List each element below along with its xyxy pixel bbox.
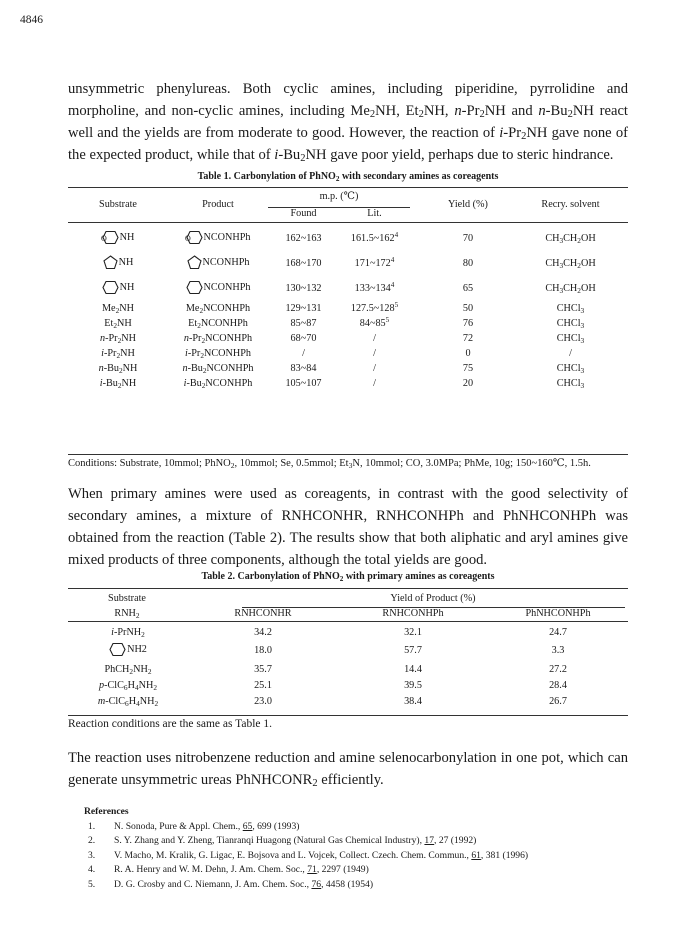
references	[84, 805, 648, 892]
table2-top-rule	[68, 588, 628, 589]
morpholine-ring-icon: O NCONHPh	[184, 231, 251, 243]
table-row	[68, 624, 628, 640]
found-cell: 162~163	[285, 233, 322, 244]
table-row	[68, 376, 628, 391]
t1-h-substrate: Substrate	[99, 199, 137, 210]
table2-caption: Table 2. Carbonylation of PhNO$_2$ with primary amines as coreagents	[201, 571, 495, 583]
table-row	[68, 316, 628, 331]
yield-cell: 65	[462, 283, 474, 294]
lit-cell: /	[373, 378, 376, 389]
references-title: References	[84, 806, 129, 817]
paragraph-3	[68, 747, 628, 791]
rnhconhph-cell: 38.4	[404, 695, 422, 707]
spacer-cell	[410, 331, 423, 346]
yield-cell: 50	[462, 303, 474, 314]
reference-text: S. Y. Zhang and Y. Zheng, Tianranqi Huagong (Natural Gas Chemical Industry), 17, 27 (1992)	[114, 835, 477, 846]
spacer-cell	[410, 346, 423, 361]
paragraph-2-text: When primary amines were used as coreagents, in contrast with the good selectivity of secondary amines, a mixture of RNHCONHR, RNHCONHPh and PhNHCONHPh was obtained from the reaction (Table 2). The results show that both aliphatic and aryl amines give mixed products of three components, although the total yields are good.	[68, 486, 628, 568]
lit-cell: /	[373, 333, 376, 344]
table1-body	[68, 226, 628, 391]
reference-item	[88, 849, 648, 864]
substrate-cell: $i-Bu_2NH$	[99, 378, 137, 390]
found-cell: 68~70	[290, 333, 317, 344]
reference-number: 3.	[88, 849, 96, 861]
found-cell: 168~170	[285, 258, 322, 269]
t1-h-product: Product	[202, 199, 234, 210]
table-row	[68, 301, 628, 316]
substrate-cell: $n-Pr_2NH$	[100, 333, 136, 345]
rnhconhr-cell: 25.1	[254, 679, 272, 691]
solvent-cell: CHCl$_3$	[556, 363, 585, 375]
spacer-cell	[410, 361, 423, 376]
table2-bottom-rule	[68, 715, 628, 716]
rnhconhr-cell: 34.2	[254, 626, 272, 638]
yield-cell: 76	[462, 318, 474, 329]
found-cell: 83~84	[290, 363, 317, 374]
found-cell: 105~107	[285, 378, 322, 389]
lit-cell: $133\sim 134^4$	[354, 281, 395, 294]
reference-item	[88, 834, 648, 849]
piperidine-ring-icon: NCONHPh	[186, 280, 251, 295]
solvent-cell: $CH_3CH_2OH$	[545, 258, 596, 270]
pyrrolidine-ring-icon: NCONHPh	[187, 255, 250, 270]
found-cell: 130~132	[285, 283, 322, 294]
solvent-cell: CHCl$_3$	[556, 333, 585, 345]
product-cell: $Et_2NCONHPh$	[188, 318, 248, 330]
lit-cell: $84\sim 85^5$	[359, 316, 390, 329]
table-row	[68, 346, 628, 361]
spacer-cell	[410, 226, 423, 251]
yield-cell: 70	[462, 233, 474, 244]
cyclohexyl-ring-icon: NH2	[109, 642, 147, 657]
table1-top-rule	[68, 187, 628, 188]
reference-number: 1.	[88, 820, 96, 832]
product-cell: $n-Pr_2NCONHPh$	[183, 333, 253, 345]
table1-header	[68, 190, 628, 222]
t2-h-yield-group: Yield of Product (%)	[390, 593, 476, 604]
t2-h-rnh2: $RNH_2$	[114, 608, 140, 620]
t2-h-c1: RNHCONHR	[234, 608, 292, 619]
spacer-cell	[410, 251, 423, 276]
phnhconhph-cell: 28.4	[549, 679, 567, 691]
lit-cell: /	[373, 348, 376, 359]
morpholine-ring-icon: O NH	[100, 231, 135, 243]
solvent-cell: $CH_3CH_2OH$	[545, 233, 596, 245]
paragraph-1	[68, 78, 628, 166]
lit-cell: $127.5\sim 128^5$	[350, 301, 399, 314]
table2-note: Reaction conditions are the same as Table 1.	[68, 718, 273, 730]
reference-item	[88, 863, 648, 878]
rnhconhph-cell: 39.5	[404, 679, 422, 691]
product-cell: $i-Pr_2NCONHPh$	[185, 348, 251, 360]
lit-cell: $171\sim 172^4$	[354, 256, 395, 269]
reference-number: 2.	[88, 835, 96, 846]
table1-bottom-rule	[68, 454, 628, 455]
t1-h-yield: Yield (%)	[448, 199, 488, 210]
paragraph-3-text: The reaction uses nitrobenzene reduction and amine selenocarbonylation in one pot, which can generate unsymmetric ureas PhNHCONR$_2$ efficiently.	[68, 750, 628, 789]
found-cell: /	[302, 348, 305, 359]
phnhconhph-cell: 24.7	[549, 626, 567, 638]
solvent-cell: CHCl$_3$	[556, 303, 585, 315]
yield-cell: 72	[462, 333, 474, 344]
substrate-cell: $i-Pr_2NH$	[101, 348, 135, 360]
rnhconhr-cell: 35.7	[254, 663, 272, 675]
solvent-cell: CHCl$_3$	[556, 378, 585, 390]
piperidine-ring-icon: NH	[102, 280, 135, 295]
product-cell	[168, 276, 268, 301]
reference-item	[88, 878, 648, 893]
substrate-cell	[68, 276, 168, 301]
t1-h-found: Found	[290, 208, 317, 219]
phnhconhph-cell: 27.2	[549, 663, 567, 675]
rnh2-cell: $m-ClC_6H_4NH_2$	[97, 695, 159, 708]
substrate-cell: $n-Bu_2NH$	[98, 363, 138, 375]
reference-number: 4.	[88, 864, 96, 875]
table1-head-rule	[68, 222, 628, 223]
svg-text:O: O	[100, 233, 107, 243]
paragraph-1-text: unsymmetric phenylureas. Both cyclic amines, including piperidine, pyrrolidine and morpholine, and non-cyclic amines, including $Me_2NH$, $Et_2NH$, $n-Pr_2NH$ and $n-Bu_2NH$ react well and the yields are from moderate to good. However, the reaction of $i-Pr_2NH$ gave none of the expected product, while that of $i-Bu_2NH$ gave poor yield, perhaps due to steric hindrance.	[68, 81, 628, 164]
yield-cell: 80	[462, 258, 474, 269]
t1-h-solvent: Recry. solvent	[541, 199, 600, 210]
rnhconhph-cell: 32.1	[404, 626, 422, 638]
rnhconhph-cell: 57.7	[404, 645, 422, 656]
table-row	[68, 331, 628, 346]
reference-number: 5.	[88, 878, 96, 890]
t2-h-substrate: Substrate	[108, 593, 146, 604]
table-row	[68, 677, 628, 693]
rnh2-cell: i-PrNH$_2$	[111, 626, 145, 639]
pyrrolidine-ring-icon: NH	[103, 255, 134, 270]
table1-caption: Table 1. Carbonylation of PhNO$_2$ with secondary amines as coreagents	[197, 171, 499, 183]
rnhconhr-cell: 18.0	[254, 645, 272, 656]
reference-text: D. G. Crosby and C. Niemann, J. Am. Chem. Soc., 76, 4458 (1954)	[114, 878, 374, 890]
table-row	[68, 226, 628, 251]
yield-cell: 75	[462, 363, 474, 374]
product-cell	[168, 251, 268, 276]
rnhconhph-cell: 14.4	[404, 663, 422, 675]
product-cell	[168, 226, 268, 251]
spacer-cell	[410, 301, 423, 316]
product-cell: $i-Bu_2NCONHPh$	[183, 378, 253, 390]
table-row	[68, 276, 628, 301]
svg-text:O: O	[184, 233, 191, 243]
table1-conditions: Conditions: Substrate, 10mmol; PhNO$_2$, 10mmol; Se, 0.5mmol; $Et_3N$, 10mmol; CO, 3.0MPa; PhMe, 10g; 150~160℃, 1.5h.	[68, 458, 591, 470]
table2-header	[68, 590, 628, 622]
table-row	[68, 251, 628, 276]
product-cell: $Me_2NCONHPh$	[185, 303, 251, 315]
spacer-cell	[410, 316, 423, 331]
rnh2-cell: $PhCH_2NH_2$	[104, 663, 152, 676]
solvent-cell: $CH_3CH_2OH$	[545, 283, 596, 295]
paragraph-2	[68, 483, 628, 571]
t1-h-lit: Lit.	[367, 208, 382, 219]
table-row	[68, 661, 628, 677]
substrate-cell	[68, 251, 168, 276]
reference-text: V. Macho, M. Kralik, G. Ligac, E. Bojsova and L. Vojcek, Collect. Czech. Chem. Commun., 61, 381 (1996)	[114, 849, 529, 861]
found-cell: 129~131	[285, 303, 322, 314]
spacer-cell	[410, 376, 423, 391]
table2-body	[68, 624, 628, 709]
lit-cell: /	[373, 363, 376, 374]
table-row	[68, 693, 628, 709]
substrate-cell: $Me_2NH$	[102, 303, 134, 315]
spacer-cell	[410, 276, 423, 301]
reference-item	[88, 820, 648, 835]
page-number: 4846	[20, 14, 43, 26]
table-row	[68, 640, 628, 661]
solvent-cell: /	[569, 348, 572, 359]
product-cell: $n-Bu_2NCONHPh$	[182, 363, 254, 375]
reference-text: N. Sonoda, Pure & Appl. Chem., 65, 699 (1993)	[114, 820, 300, 832]
yield-cell: 0	[465, 348, 471, 359]
reference-text: R. A. Henry and W. M. Dehn, J. Am. Chem. Soc., 71, 2297 (1949)	[114, 864, 369, 875]
substrate-cell	[68, 226, 168, 251]
phnhconhph-cell: 3.3	[551, 645, 565, 656]
phnhconhph-cell: 26.7	[549, 695, 567, 707]
found-cell: 85~87	[290, 318, 317, 329]
rnhconhr-cell: 23.0	[254, 695, 272, 707]
rnh2-cell: $p-ClC_6H_4NH_2$	[98, 679, 157, 692]
lit-cell: $161.5\sim 162^4$	[350, 231, 399, 244]
t2-h-c3: PhNHCONHPh	[525, 608, 591, 619]
rnh2-cell	[68, 640, 188, 661]
yield-cell: 20	[462, 378, 474, 389]
t2-h-c2: RNHCONHPh	[382, 608, 444, 619]
t1-h-mp: m.p. (℃)	[319, 191, 359, 202]
substrate-cell: $Et_2NH$	[104, 318, 132, 330]
solvent-cell: CHCl$_3$	[556, 318, 585, 330]
table-row	[68, 361, 628, 376]
